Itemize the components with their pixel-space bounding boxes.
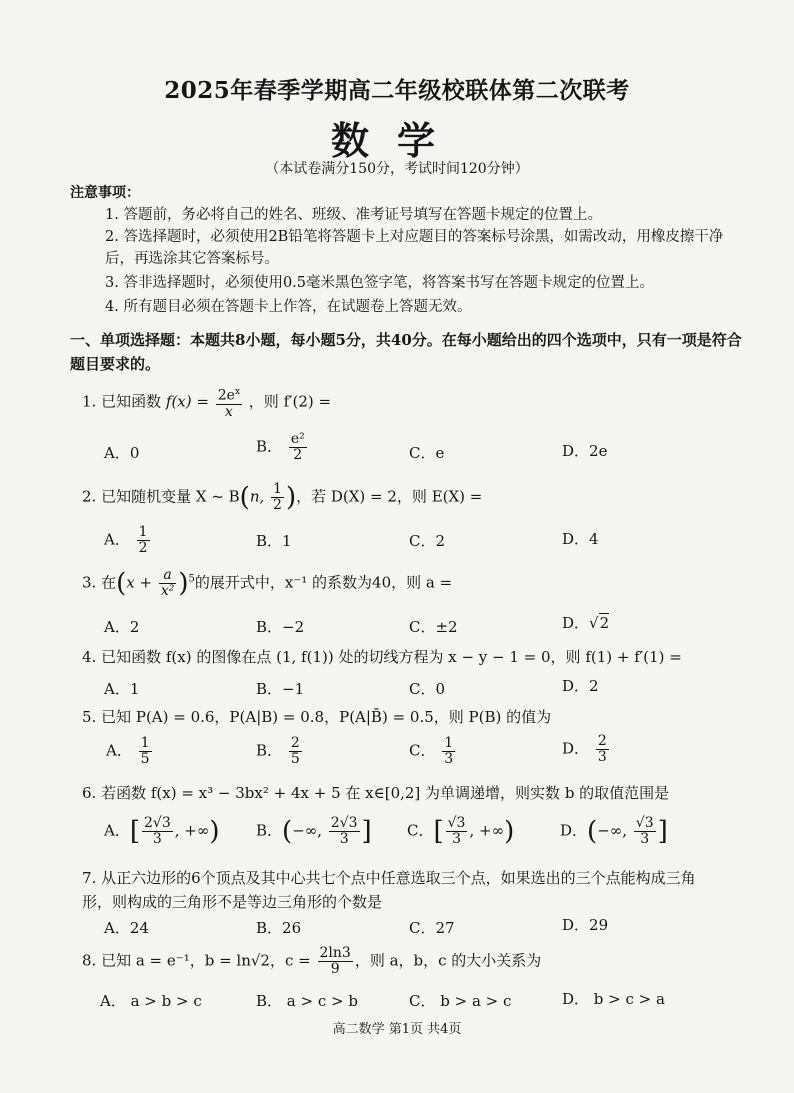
question-4: 4. 已知函数 f(x) 的图像在点 (1, f(1)) 处的切线方程为 x − y − 1 = 0，则 f(1) + f′(1) = [82, 648, 682, 666]
option-b: B． $\frac{2}{5}$ [256, 735, 300, 767]
option-a: A．[ $\frac{2√3}{3}$ , +∞) [104, 815, 220, 847]
question-3: 3. 在(x + $\frac{a}{\text{x²}}$ )$^5$的展开式中，x⁻¹ 的系数为40，则 a = [82, 567, 453, 599]
option-d: D． $\frac{2}{3}$ [562, 733, 607, 765]
notice-item: 3. 答非选择题时，必须使用0.5毫米黑色签字笔，将答案书写在答题卡规定的位置上。 [105, 275, 655, 291]
question-5: 5. 已知 P(A) = 0.6，P(A|B) = 0.8，P(A|B̄) = 0.5，则 P(B) 的值为 [82, 708, 552, 726]
notice-title: 注意事项： [70, 185, 140, 201]
question-text: ，则 f′(2) = [248, 392, 332, 411]
option-a: A．0 [104, 444, 140, 462]
option-c: C． $\frac{1}{3}$ [409, 735, 454, 767]
notice-item: 2. 答选择题时，必须使用2B铅笔将答题卡上对应题目的答案标号涂黑，如需改动，用橡皮擦干净后，再选涂其它答案标号。 [105, 229, 724, 267]
option-c: C．[ $\frac{√3}{3}$ , +∞) [407, 815, 515, 847]
page-footer: 高二数学 第1页 共4页 [332, 1022, 462, 1037]
option-d: D．4 [562, 530, 599, 548]
option-a: A． $\frac{1}{5}$ [106, 735, 150, 767]
option-d: D． b > c > a [562, 990, 665, 1008]
option-a: A．2 [104, 618, 140, 636]
question-text: 已知函数 [101, 392, 162, 411]
question-6: 6. 若函数 f(x) = x³ − 3bx² + 4x + 5 在 x∈[0,2] 为单调递增，则实数 b 的取值范围是 [82, 784, 670, 802]
question-1 [82, 385, 331, 420]
exam-meta: （本试卷满分150分，考试时间120分钟） [265, 161, 529, 177]
option-c: C．0 [409, 680, 446, 698]
option-b: B． a > c > b [256, 992, 358, 1010]
question-number: 1. [82, 392, 97, 411]
question-2: 2. 已知随机变量 X ~ B(n, $\frac{1}{2}$ )，若 D(X) = 2，则 E(X) = [82, 481, 483, 513]
notice-item: 4. 所有题目必须在答题卡上作答，在试题卷上答题无效。 [105, 299, 472, 315]
notice-item: 1. 答题前，务必将自己的姓名、班级、准考证号填写在答题卡规定的位置上。 [105, 207, 602, 223]
option-d: D．29 [562, 916, 609, 934]
option-a: A．24 [104, 919, 149, 937]
option-b: B．1 [256, 532, 292, 550]
option-b: B．−1 [256, 680, 305, 698]
option-a: A．1 [104, 680, 140, 698]
option-c: C．27 [409, 919, 455, 937]
option-b: B．(−∞, $\frac{2√3}{3}$ ] [256, 815, 372, 847]
option-b: B． $\frac{\text{e²}}{2}$ [256, 431, 305, 463]
option-c: C． b > a > c [409, 992, 512, 1010]
option-b: B．−2 [256, 618, 305, 636]
option-d: D．√2 [562, 614, 610, 632]
option-d: D．(−∞, $\frac{√3}{3}$ ] [560, 815, 668, 847]
option-c: C．e [409, 444, 445, 462]
question-7: 7. 从正六边形的6个顶点及其中心共七个点中任意选取三个点，如果选出的三个点能构成三角形，则构成的三角形不是等边三角形的个数是 [82, 869, 696, 911]
option-d: D．2 [562, 677, 599, 695]
exam-title: 2025年春季学期高二年级校联体第二次联考 [164, 77, 630, 104]
question-8: 8. 已知 a = e⁻¹，b = ln√2，c = $\frac{2\ln 3}{9}$ ，则 a，b，c 的大小关系为 [82, 945, 542, 977]
option-a: A． a > b > c [100, 992, 202, 1010]
fraction: $\frac{2e^x}{x}$ [217, 387, 241, 420]
option-c: C．2 [409, 532, 446, 550]
option-a: A． $\frac{1}{2}$ [104, 524, 148, 556]
option-d: D．2e [562, 442, 608, 460]
section-heading: 一、单项选择题：本题共8小题，每小题5分，共40分。在每小题给出的四个选项中，只有一项是符合题目要求的。 [70, 331, 742, 373]
math-expr: f(x) = [165, 392, 209, 411]
option-c: C．±2 [409, 618, 458, 636]
option-b: B．26 [256, 919, 302, 937]
subject-title: 数学 [330, 118, 463, 163]
